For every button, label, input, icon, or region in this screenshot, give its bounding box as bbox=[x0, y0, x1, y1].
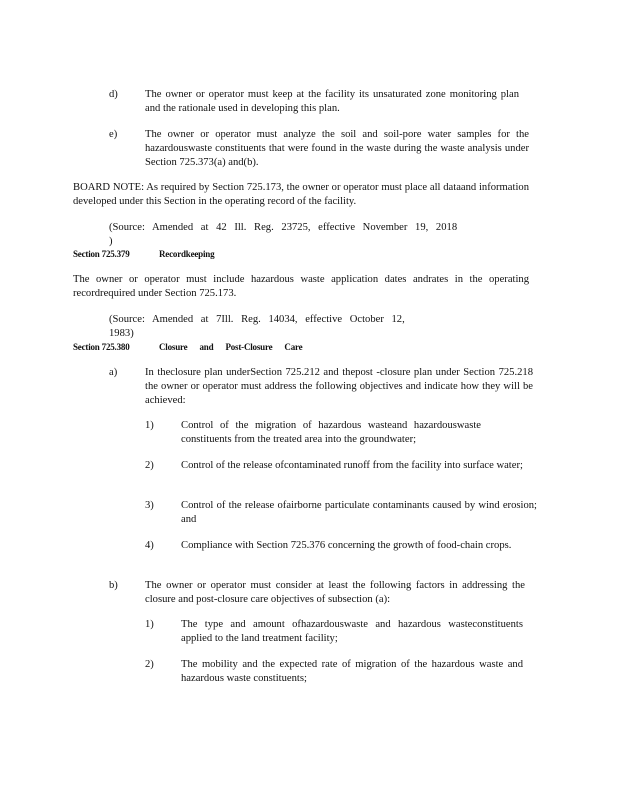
section-379-title: Recordkeeping bbox=[159, 249, 215, 259]
a-item-4-label: 4) bbox=[145, 540, 154, 551]
section-379-number: Section 725.379 bbox=[73, 249, 130, 259]
board-note: BOARD NOTE: As required by Section 725.173, the owner or operator must place all dataand information developed under this Section in the operating record of the facility. bbox=[73, 182, 529, 207]
a-item-2-text: Control of the release ofcontaminated runoff from the facility into surface water; bbox=[181, 460, 523, 471]
a-item-3-text: Control of the release ofairborne particulate contaminants caused by wind erosion; and bbox=[181, 500, 537, 525]
subsection-b-label: b) bbox=[109, 580, 118, 591]
subsection-a-label: a) bbox=[109, 367, 118, 378]
b-item-2-label: 2) bbox=[145, 659, 154, 670]
section-380-title: Closure and Post-Closure Care bbox=[159, 342, 303, 352]
source-note-2: (Source: Amended at 7Ill. Reg. 14034, effective October 12, 1983) bbox=[109, 314, 405, 339]
section-379-text: The owner or operator must include hazardous waste application dates andrates in the operating recordrequired under Section 725.173. bbox=[73, 274, 529, 299]
a-item-4-text: Compliance with Section 725.376 concerning the growth of food-chain crops. bbox=[181, 540, 512, 551]
b-item-1-text: The type and amount ofhazardouswaste and hazardous wasteconstituents applied to the land treatment facility; bbox=[181, 619, 523, 644]
a-item-2-label: 2) bbox=[145, 460, 154, 471]
source-note-1: (Source: Amended at 42 Ill. Reg. 23725, effective November 19, 2018 ) bbox=[109, 222, 458, 247]
subsection-a-text: In theclosure plan underSection 725.212 and thepost -closure plan under Section 725.218 the owner or operator must address the following objectives and indicate how they will be achieved: bbox=[145, 367, 533, 406]
section-380-number: Section 725.380 bbox=[73, 342, 130, 352]
b-item-2-text: The mobility and the expected rate of migration of the hazardous waste and hazardous waste constituents; bbox=[181, 659, 523, 684]
a-item-1-label: 1) bbox=[145, 420, 154, 431]
item-e-label: e) bbox=[109, 129, 118, 140]
item-e-text: The owner or operator must analyze the soil and soil-pore water samples for the hazardouswaste constituents that were found in the waste during the waste analysis under Section 725.373(a) and(b). bbox=[145, 129, 529, 168]
b-item-1-label: 1) bbox=[145, 619, 154, 630]
item-d-text: The owner or operator must keep at the facility its unsaturated zone monitoring plan and the rationale used in developing this plan. bbox=[145, 89, 519, 114]
subsection-b-text: The owner or operator must consider at least the following factors in addressing the closure and post-closure care objectives of subsection (a): bbox=[145, 580, 525, 605]
item-d-label: d) bbox=[109, 89, 118, 100]
a-item-3-label: 3) bbox=[145, 500, 154, 511]
a-item-1-text: Control of the migration of hazardous wasteand hazardouswaste constituents from the treated area into the groundwater; bbox=[181, 420, 481, 445]
